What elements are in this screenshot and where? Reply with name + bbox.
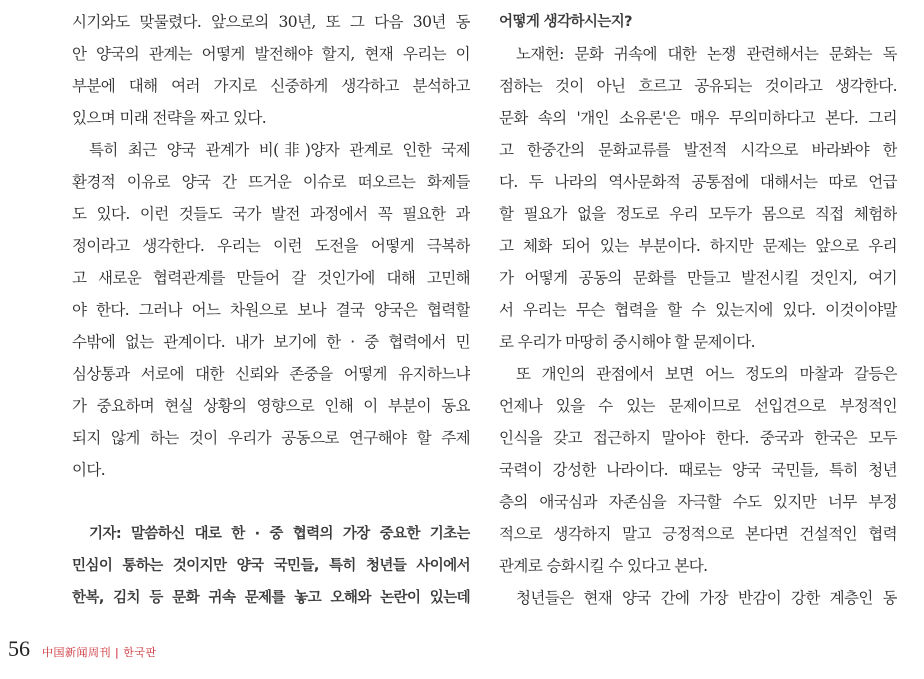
text-line: 가 중요하며 현실 상황의 영향으로 인해 이 부분이 동요 xyxy=(72,397,470,415)
paragraph xyxy=(72,134,470,486)
text-line: 도 있다. 이런 것들도 국가 발전 과정에서 꼭 필요한 과 xyxy=(72,205,470,223)
text-line: 어떻게 생각하시는지? xyxy=(499,14,632,30)
page-number: 56 xyxy=(8,636,30,661)
text-line: 환경적 이유로 양국 간 뜨거운 이슈로 떠오르는 화제들 xyxy=(72,173,470,191)
text-line: 고 새로운 협력관계를 만들어 갈 것인가에 대해 고민해 xyxy=(72,269,470,287)
text-line: 층의 애국심과 자존심을 자극할 수도 있지만 너무 부정 xyxy=(499,493,897,511)
text-line: 가 어떻게 공동의 문화를 만들고 발전시킬 것인지, 여기 xyxy=(499,269,897,287)
text-line: 기자: 말씀하신 대로 한 · 중 협력의 가장 중요한 기초는 xyxy=(89,526,470,542)
text-line: 언제나 있을 수 있는 문제이므로 선입견으로 부정적인 xyxy=(499,397,897,415)
text-line: 또 개인의 관점에서 보면 어느 정도의 마찰과 갈등은 xyxy=(516,365,897,383)
text-line: 안 양국의 관계는 어떻게 발전해야 할지, 현재 우리는 이 xyxy=(72,45,470,63)
text-line: 서 우리는 무슨 협력을 할 수 있는지에 있다. 이것이야말 xyxy=(499,301,897,319)
text-line: 점하는 것이 아닌 흐르고 공유되는 것이라고 생각한다. xyxy=(499,77,897,95)
magazine-name: 中国新闻周刊 | 한국판 xyxy=(42,646,157,659)
text-line: 야 한다. 그러나 어느 차원으로 보나 결국 양국은 협력할 xyxy=(72,301,470,319)
text-line: 노재헌: 문화 귀속에 대한 논쟁 관련해서는 문화는 독 xyxy=(516,45,897,63)
text-line: 국력이 강성한 나라이다. 때로는 양국 국민들, 특히 청년 xyxy=(499,461,897,479)
text-line: 로 우리가 마땅히 중시해야 할 문제이다. xyxy=(499,333,755,351)
text-line: 정이라고 생각한다. 우리는 이런 도전을 어떻게 극복하 xyxy=(72,237,470,255)
text-line: 시기와도 맞물렸다. 앞으로의 30년, 또 그 다음 30년 동 xyxy=(72,13,470,31)
paragraph xyxy=(499,582,897,614)
paragraph-gap xyxy=(72,486,470,518)
text-line: 한복, 김치 등 문화 귀속 문제를 놓고 오해와 논란이 있는데 xyxy=(72,590,470,606)
text-line: 특히 최근 양국 관계가 비(非)양자 관계로 인한 국제 xyxy=(89,141,470,159)
paragraph xyxy=(499,358,897,582)
interview-question xyxy=(72,518,470,614)
text-line: 고 체화 되어 있는 부분이다. 하지만 문제는 앞으로 우리 xyxy=(499,237,897,255)
left-column xyxy=(72,6,470,614)
text-line: 고 한중간의 문화교류를 발전적 시각으로 바라봐야 한 xyxy=(499,141,897,159)
text-line: 민심이 통하는 것이지만 양국 국민들, 특히 청년들 사이에서 xyxy=(72,558,470,574)
text-line: 수밖에 없는 관계이다. 내가 보기에 한 · 중 협력에서 민 xyxy=(72,333,470,351)
text-line: 할 필요가 없을 정도로 우리 모두가 몸으로 직접 체험하 xyxy=(499,205,897,223)
text-line: 청년들은 현재 양국 간에 가장 반감이 강한 계층인 동 xyxy=(516,589,897,607)
paragraph xyxy=(499,38,897,358)
text-line: 인식을 갖고 접근하지 말아야 한다. 중국과 한국은 모두 xyxy=(499,429,897,447)
paragraph xyxy=(72,6,470,134)
text-line: 되지 않게 하는 것이 우리가 공동으로 연구해야 할 주제 xyxy=(72,429,470,447)
text-line: 있으며 미래 전략을 짜고 있다. xyxy=(72,109,267,127)
page-footer xyxy=(8,636,157,664)
text-line: 이다. xyxy=(72,461,106,479)
right-column xyxy=(499,6,897,614)
text-line: 적으로 생각하지 말고 긍정적으로 본다면 건설적인 협력 xyxy=(499,525,897,543)
text-line: 다. 두 나라의 역사문화적 공통점에 대해서는 따로 언급 xyxy=(499,173,897,191)
text-line: 문화 속의 '개인 소유론'은 매우 무의미하다고 본다. 그리 xyxy=(499,109,897,127)
text-line: 부분에 대해 여러 가지로 신중하게 생각하고 분석하고 xyxy=(72,77,470,95)
interview-question-end xyxy=(499,6,897,38)
text-line: 관계로 승화시킬 수 있다고 본다. xyxy=(499,557,708,575)
text-line: 심상통과 서로에 대한 신뢰와 존중을 어떻게 유지하느냐 xyxy=(72,365,470,383)
